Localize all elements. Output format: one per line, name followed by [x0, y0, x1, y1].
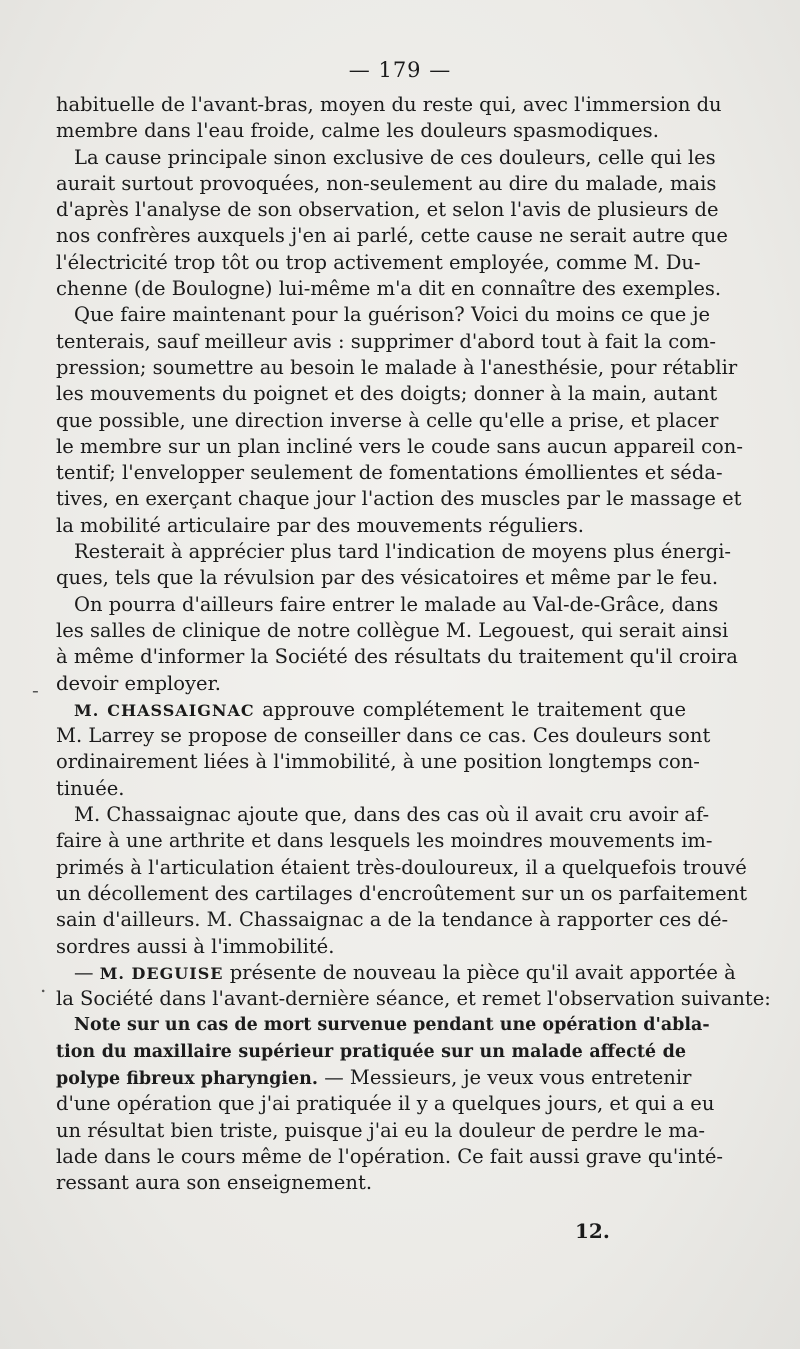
text-line: tives, en exerçant chaque jour l'action des muscles par le massage et — [56, 487, 742, 511]
text-line: sain d'ailleurs. M. Chassaignac a de la tendance à rapporter ces dé- — [56, 908, 729, 932]
text-span: présente de nouveau la pièce qu'il avait apportée à — [229, 960, 736, 984]
text-line: la Société dans l'avant-dernière séance, et remet l'observation suivante: — [56, 987, 771, 1011]
note-title-line: Note sur un cas de mort survenue pendant une opération d'abla- — [74, 1015, 710, 1036]
text-line: pression; soumettre au besoin le malade à l'anesthésie, pour rétablir — [56, 355, 738, 379]
text-line: un décollement des cartilages d'encroûtement sur un os parfaitement — [56, 881, 748, 905]
dash-prefix: — — [74, 960, 100, 984]
text-line: faire à une arthrite et dans lesquels les moindres mouvements im- — [56, 829, 713, 853]
text-line: primés à l'articulation étaient très-douloureux, il a quelquefois trouvé — [56, 855, 747, 879]
text-line: M. Chassaignac ajoute que, dans des cas où il avait cru avoir af- — [74, 803, 710, 827]
text-line: Resterait à apprécier plus tard l'indication de moyens plus énergi- — [74, 540, 732, 564]
text-line: Que faire maintenant pour la guérison? Voici du moins ce que je — [74, 303, 711, 327]
text-line: à même d'informer la Société des résultats du traitement qu'il croira — [56, 645, 738, 669]
text-line: les salles de clinique de notre collègue M. Legouest, qui serait ainsi — [56, 618, 729, 642]
note-title-line: tion du maxillaire supérieur pratiquée sur un malade affecté de — [56, 1041, 686, 1062]
note-title-end: polype fibreux pharyngien. — [56, 1068, 318, 1089]
text-line: membre dans l'eau froide, calme les douleurs spasmodiques. — [56, 119, 659, 143]
text-line: le membre sur un plan incliné vers le coude sans aucun appareil con- — [56, 434, 743, 458]
text-line — [56, 1065, 692, 1091]
text-line: les mouvements du poignet et des doigts; donner à la main, autant — [56, 382, 718, 406]
text-line: la mobilité articulaire par des mouvements réguliers. — [56, 513, 584, 537]
text-line — [56, 960, 736, 986]
page-number: — 179 — — [348, 58, 452, 82]
text-line: aurait surtout provoquées, non-seulement au dire du malade, mais — [56, 171, 717, 195]
text-body — [56, 92, 771, 1196]
text-span: — Messieurs, je veux vous entretenir — [324, 1065, 692, 1089]
text-span: approuve complétement le traitement que — [262, 697, 686, 721]
speaker-name: M. CHASSAIGNAC — [74, 700, 255, 720]
text-line: que possible, une direction inverse à celle qu'elle a prise, et placer — [56, 408, 719, 432]
text-line: lade dans le cours même de l'opération. Ce fait aussi grave qu'inté- — [56, 1144, 723, 1168]
text-line: sordres aussi à l'immobilité. — [56, 934, 335, 958]
text-line: ordinairement liées à l'immobilité, à une position longtemps con- — [56, 750, 700, 774]
text-line: l'électricité trop tôt ou trop activement employée, comme M. Du- — [56, 250, 701, 274]
speaker-name: M. DEGUISE — [99, 963, 224, 983]
text-line: un résultat bien triste, puisque j'ai eu la douleur de perdre le ma- — [56, 1118, 705, 1142]
text-line: d'après l'analyse de son observation, et selon l'avis de plusieurs de — [56, 198, 719, 222]
text-line: On pourra d'ailleurs faire entrer le malade au Val-de-Grâce, dans — [74, 592, 719, 616]
text-line: nos confrères auxquels j'en ai parlé, cette cause ne serait autre que — [56, 224, 728, 248]
text-line: tenterais, sauf meilleur avis : supprimer d'abord tout à fait la com- — [56, 329, 716, 353]
margin-mark: - — [32, 678, 39, 702]
text-line: chenne (de Boulogne) lui-même m'a dit en connaître des exemples. — [56, 277, 722, 301]
text-line: tentif; l'envelopper seulement de fomentations émollientes et séda- — [56, 461, 723, 485]
signature-mark: 12. — [575, 1219, 610, 1243]
text-line: d'une opération que j'ai pratiquée il y a quelques jours, et qui a eu — [56, 1092, 715, 1116]
text-line — [56, 697, 686, 723]
text-line: devoir employer. — [56, 671, 221, 695]
text-line: ressant aura son enseignement. — [56, 1171, 373, 1195]
text-line: tinuée. — [56, 776, 125, 800]
text-line: La cause principale sinon exclusive de ces douleurs, celle qui les — [74, 145, 716, 169]
text-line: ques, tels que la révulsion par des vésicatoires et même par le feu. — [56, 566, 719, 590]
text-line: habituelle de l'avant-bras, moyen du reste qui, avec l'immersion du — [56, 93, 722, 116]
text-line: M. Larrey se propose de conseiller dans ce cas. Ces douleurs sont — [56, 724, 711, 748]
margin-mark: . — [40, 973, 47, 997]
